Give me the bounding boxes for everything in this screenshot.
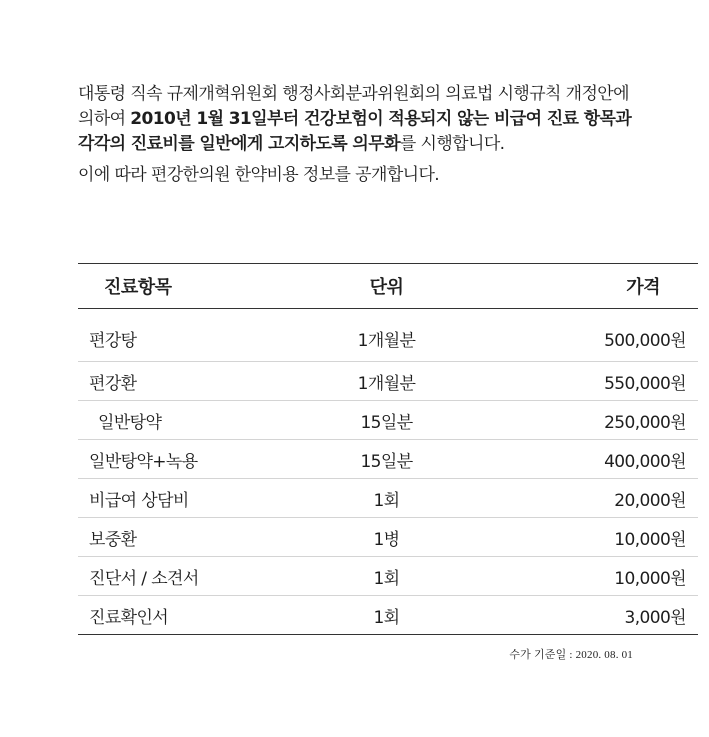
row-price: 550,000원	[494, 362, 698, 401]
row-item	[78, 401, 279, 440]
header-unit: 단위	[279, 264, 494, 309]
row-item: 진단서 / 소견서	[78, 557, 279, 596]
notice-text	[78, 82, 648, 188]
price-table	[78, 263, 698, 635]
table-header-row	[78, 264, 698, 309]
row-item: 진료확인서	[78, 596, 279, 635]
table-row	[78, 309, 698, 362]
row-unit: 1개월분	[279, 362, 494, 401]
notice-line-3-suffix: 를 시행합니다.	[399, 134, 505, 154]
row-unit: 1회	[279, 557, 494, 596]
notice-line-3-bold: 각각의 진료비를 일반에게 고지하도록 의무화	[78, 134, 400, 154]
row-price: 250,000원	[494, 401, 698, 440]
table-row	[78, 479, 698, 518]
row-unit: 15일분	[279, 401, 494, 440]
fee-reference-date: 수가 기준일 : 2020. 08. 01	[509, 649, 633, 661]
notice-line-2-prefix: 의하여	[78, 109, 131, 129]
row-unit: 15일분	[279, 440, 494, 479]
row-item: 편강환	[78, 362, 279, 401]
row-item: 보중환	[78, 518, 279, 557]
table-row	[78, 518, 698, 557]
table-row	[78, 362, 698, 401]
row-price: 400,000원	[494, 440, 698, 479]
row-price: 10,000원	[494, 557, 698, 596]
row-unit: 1병	[279, 518, 494, 557]
row-unit: 1개월분	[279, 309, 494, 362]
row-price: 500,000원	[494, 309, 698, 362]
table-row	[78, 401, 698, 440]
notice-line-2	[78, 107, 648, 132]
row-item: 일반탕약+녹용	[78, 440, 279, 479]
header-item: 진료항목	[78, 264, 279, 309]
notice-line-1: 대통령 직속 규제개혁위원회 행정사회분과위원회의 의료법 시행규칙 개정안에	[78, 84, 629, 104]
table-row	[78, 557, 698, 596]
row-item-text: 일반탕약	[98, 412, 162, 433]
row-price: 3,000원	[494, 596, 698, 635]
row-unit: 1회	[279, 479, 494, 518]
header-price: 가격	[494, 264, 698, 309]
row-price: 20,000원	[494, 479, 698, 518]
notice-line-3	[78, 132, 648, 157]
notice-line-2-bold: 2010년 1월 31일부터 건강보험이 적용되지 않는 비급여 진료 항목과	[130, 109, 632, 129]
row-item: 비급여 상담비	[78, 479, 279, 518]
notice-line-4: 이에 따라 편강한의원 한약비용 정보를 공개합니다.	[78, 165, 440, 185]
row-item: 편강탕	[78, 309, 279, 362]
table-row	[78, 440, 698, 479]
price-table-container	[78, 263, 686, 635]
row-unit: 1회	[279, 596, 494, 635]
table-row	[78, 596, 698, 635]
row-price: 10,000원	[494, 518, 698, 557]
